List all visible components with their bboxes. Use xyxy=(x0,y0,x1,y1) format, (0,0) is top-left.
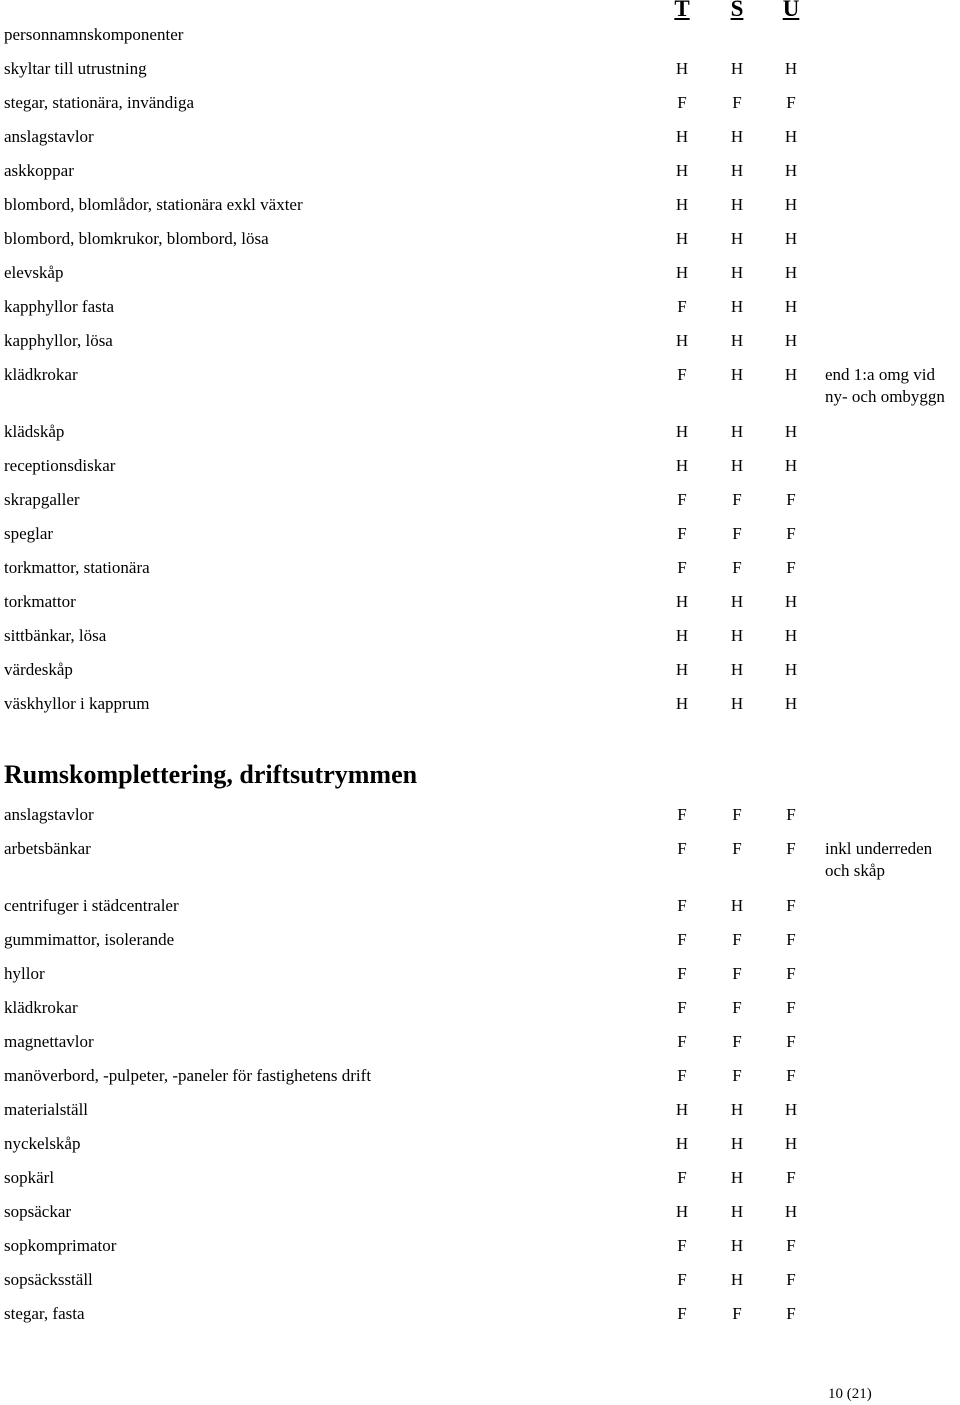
table-row xyxy=(0,1065,960,1087)
row-label: receptionsdiskar xyxy=(4,456,116,475)
cell-u: H xyxy=(784,422,798,441)
row-label: nyckelskåp xyxy=(4,1134,81,1153)
table-row xyxy=(0,1031,960,1053)
table-row xyxy=(0,557,960,579)
table-row xyxy=(0,804,960,826)
row-note-line: ny- och ombyggn xyxy=(825,387,945,406)
table-row xyxy=(0,591,960,613)
cell-s: H xyxy=(730,660,744,679)
row-label: sopsäckar xyxy=(4,1202,72,1221)
cell-u: H xyxy=(784,229,798,248)
cell-t: H xyxy=(675,592,689,611)
table-row xyxy=(0,455,960,477)
row-label: kapphyllor fasta xyxy=(4,297,114,316)
cell-t: F xyxy=(677,1236,687,1255)
row-label: skyltar till utrustning xyxy=(4,59,147,78)
table-row xyxy=(0,489,960,511)
cell-t: H xyxy=(675,59,689,78)
table-row xyxy=(0,24,960,46)
table-row xyxy=(0,1099,960,1121)
cell-t: F xyxy=(677,558,687,577)
row-label: sopsäcksställ xyxy=(4,1270,93,1289)
cell-s: F xyxy=(732,93,742,112)
table-row xyxy=(0,693,960,715)
row-label: anslagstavlor xyxy=(4,127,94,146)
cell-s: H xyxy=(730,161,744,180)
cell-t: H xyxy=(675,331,689,350)
row-note-line: och skåp xyxy=(825,861,885,880)
cell-t: F xyxy=(677,1032,687,1051)
cell-u: H xyxy=(784,263,798,282)
table-row xyxy=(0,194,960,216)
cell-t: H xyxy=(675,626,689,645)
cell-t: H xyxy=(675,660,689,679)
table-row xyxy=(0,58,960,80)
table-row xyxy=(0,228,960,250)
row-label: askkoppar xyxy=(4,161,74,180)
cell-t: F xyxy=(677,839,687,858)
table-row xyxy=(0,262,960,284)
row-label: klädkrokar xyxy=(4,998,78,1017)
row-label: blombord, blomkrukor, blombord, lösa xyxy=(4,229,269,248)
table-row xyxy=(0,963,960,985)
row-label: personnamnskomponenter xyxy=(4,25,184,44)
table-row xyxy=(0,1133,960,1155)
cell-u: F xyxy=(786,998,796,1017)
cell-u: F xyxy=(786,805,796,824)
cell-u: F xyxy=(786,524,796,543)
cell-s: H xyxy=(730,1168,744,1187)
cell-t: F xyxy=(677,93,687,112)
cell-s: F xyxy=(732,839,742,858)
table-row xyxy=(0,1269,960,1291)
cell-t: F xyxy=(677,1270,687,1289)
cell-u: F xyxy=(786,930,796,949)
row-label: kapphyllor, lösa xyxy=(4,331,113,350)
cell-u: H xyxy=(784,1134,798,1153)
cell-t: F xyxy=(677,998,687,1017)
table-row xyxy=(0,625,960,647)
table-row xyxy=(0,997,960,1019)
cell-s: F xyxy=(732,930,742,949)
row-label: stegar, fasta xyxy=(4,1304,85,1323)
page-number: 10 (21) xyxy=(828,1386,872,1402)
table-row xyxy=(0,895,960,917)
cell-u: H xyxy=(784,195,798,214)
cell-s: F xyxy=(732,524,742,543)
table-row xyxy=(0,1167,960,1189)
row-label: elevskåp xyxy=(4,263,64,282)
cell-t: H xyxy=(675,1100,689,1119)
table-row xyxy=(0,126,960,148)
table-row xyxy=(0,1303,960,1325)
table-row xyxy=(0,160,960,182)
cell-u: H xyxy=(784,592,798,611)
cell-s: H xyxy=(730,592,744,611)
cell-t: F xyxy=(677,805,687,824)
cell-u: F xyxy=(786,839,796,858)
cell-s: H xyxy=(730,263,744,282)
row-label: gummimattor, isolerande xyxy=(4,930,175,949)
cell-s: F xyxy=(732,964,742,983)
cell-s: H xyxy=(730,1100,744,1119)
cell-u: H xyxy=(784,1202,798,1221)
section-heading: Rumskomplettering, driftsutrymmen xyxy=(4,760,418,789)
table-row xyxy=(0,330,960,352)
cell-u: H xyxy=(784,626,798,645)
cell-t: F xyxy=(677,365,687,384)
cell-u: H xyxy=(784,1100,798,1119)
row-label: sopkomprimator xyxy=(4,1236,117,1255)
cell-s: F xyxy=(732,1066,742,1085)
cell-t: F xyxy=(677,1304,687,1323)
row-note xyxy=(825,364,945,408)
row-label: hyllor xyxy=(4,964,45,983)
table-row xyxy=(0,523,960,545)
row-label: speglar xyxy=(4,524,54,543)
cell-s: H xyxy=(730,456,744,475)
cell-u: H xyxy=(784,161,798,180)
table-row xyxy=(0,1201,960,1223)
table-row xyxy=(0,929,960,951)
table-row xyxy=(0,296,960,318)
cell-s: F xyxy=(732,1032,742,1051)
row-note xyxy=(825,838,932,882)
cell-t: F xyxy=(677,297,687,316)
cell-s: H xyxy=(730,694,744,713)
table-row xyxy=(0,1235,960,1257)
row-label: väskhyllor i kapprum xyxy=(4,694,150,713)
cell-s: F xyxy=(732,805,742,824)
cell-s: H xyxy=(730,1270,744,1289)
row-label: materialställ xyxy=(4,1100,89,1119)
cell-s: H xyxy=(730,59,744,78)
cell-t: H xyxy=(675,127,689,146)
cell-u: H xyxy=(784,127,798,146)
cell-s: H xyxy=(730,626,744,645)
cell-s: F xyxy=(732,490,742,509)
row-label: värdeskåp xyxy=(4,660,73,679)
cell-t: F xyxy=(677,1168,687,1187)
cell-s: H xyxy=(730,896,744,915)
row-label: magnettavlor xyxy=(4,1032,94,1051)
cell-s: H xyxy=(730,297,744,316)
cell-t: F xyxy=(677,896,687,915)
cell-u: F xyxy=(786,1032,796,1051)
cell-u: H xyxy=(784,694,798,713)
cell-u: H xyxy=(784,456,798,475)
table-row xyxy=(0,659,960,681)
cell-t: H xyxy=(675,161,689,180)
column-header-s: S xyxy=(730,0,744,21)
cell-t: H xyxy=(675,694,689,713)
column-header-t: T xyxy=(674,0,690,21)
column-header-u: U xyxy=(782,0,800,21)
cell-u: F xyxy=(786,558,796,577)
cell-u: F xyxy=(786,1304,796,1323)
row-label: blombord, blomlådor, stationära exkl växter xyxy=(4,195,303,214)
cell-s: H xyxy=(730,365,744,384)
cell-s: F xyxy=(732,998,742,1017)
cell-u: F xyxy=(786,1066,796,1085)
cell-s: F xyxy=(732,1304,742,1323)
table-row xyxy=(0,838,960,880)
cell-t: H xyxy=(675,456,689,475)
cell-s: F xyxy=(732,558,742,577)
cell-s: H xyxy=(730,1202,744,1221)
cell-t: H xyxy=(675,1134,689,1153)
table-row xyxy=(0,421,960,443)
cell-u: F xyxy=(786,490,796,509)
cell-u: F xyxy=(786,896,796,915)
row-label: torkmattor xyxy=(4,592,76,611)
row-label: sopkärl xyxy=(4,1168,55,1187)
row-label: arbetsbänkar xyxy=(4,839,91,858)
table-row xyxy=(0,364,960,406)
cell-t: H xyxy=(675,229,689,248)
cell-u: F xyxy=(786,1236,796,1255)
cell-t: H xyxy=(675,1202,689,1221)
cell-s: H xyxy=(730,229,744,248)
cell-u: F xyxy=(786,1270,796,1289)
cell-t: F xyxy=(677,490,687,509)
row-label: skrapgaller xyxy=(4,490,80,509)
cell-u: F xyxy=(786,1168,796,1187)
row-label: klädskåp xyxy=(4,422,65,441)
cell-s: H xyxy=(730,127,744,146)
cell-u: F xyxy=(786,93,796,112)
cell-s: H xyxy=(730,422,744,441)
cell-t: F xyxy=(677,964,687,983)
cell-t: F xyxy=(677,930,687,949)
cell-s: H xyxy=(730,331,744,350)
row-note-line: inkl underreden xyxy=(825,839,933,858)
cell-u: H xyxy=(784,59,798,78)
row-label: anslagstavlor xyxy=(4,805,94,824)
cell-u: H xyxy=(784,331,798,350)
table-row xyxy=(0,92,960,114)
cell-u: F xyxy=(786,964,796,983)
row-label: stegar, stationära, invändiga xyxy=(4,93,195,112)
row-label: manöverbord, -pulpeter, -paneler för fastighetens drift xyxy=(4,1066,372,1085)
cell-s: H xyxy=(730,1134,744,1153)
cell-u: H xyxy=(784,365,798,384)
row-label: sittbänkar, lösa xyxy=(4,626,107,645)
cell-t: H xyxy=(675,195,689,214)
cell-t: F xyxy=(677,1066,687,1085)
row-note-line: end 1:a omg vid xyxy=(825,365,936,384)
row-label: klädkrokar xyxy=(4,365,78,384)
cell-t: F xyxy=(677,524,687,543)
row-label: centrifuger i städcentraler xyxy=(4,896,179,915)
cell-u: H xyxy=(784,297,798,316)
cell-t: H xyxy=(675,263,689,282)
cell-t: H xyxy=(675,422,689,441)
cell-s: H xyxy=(730,195,744,214)
cell-u: H xyxy=(784,660,798,679)
row-label: torkmattor, stationära xyxy=(4,558,150,577)
cell-s: H xyxy=(730,1236,744,1255)
